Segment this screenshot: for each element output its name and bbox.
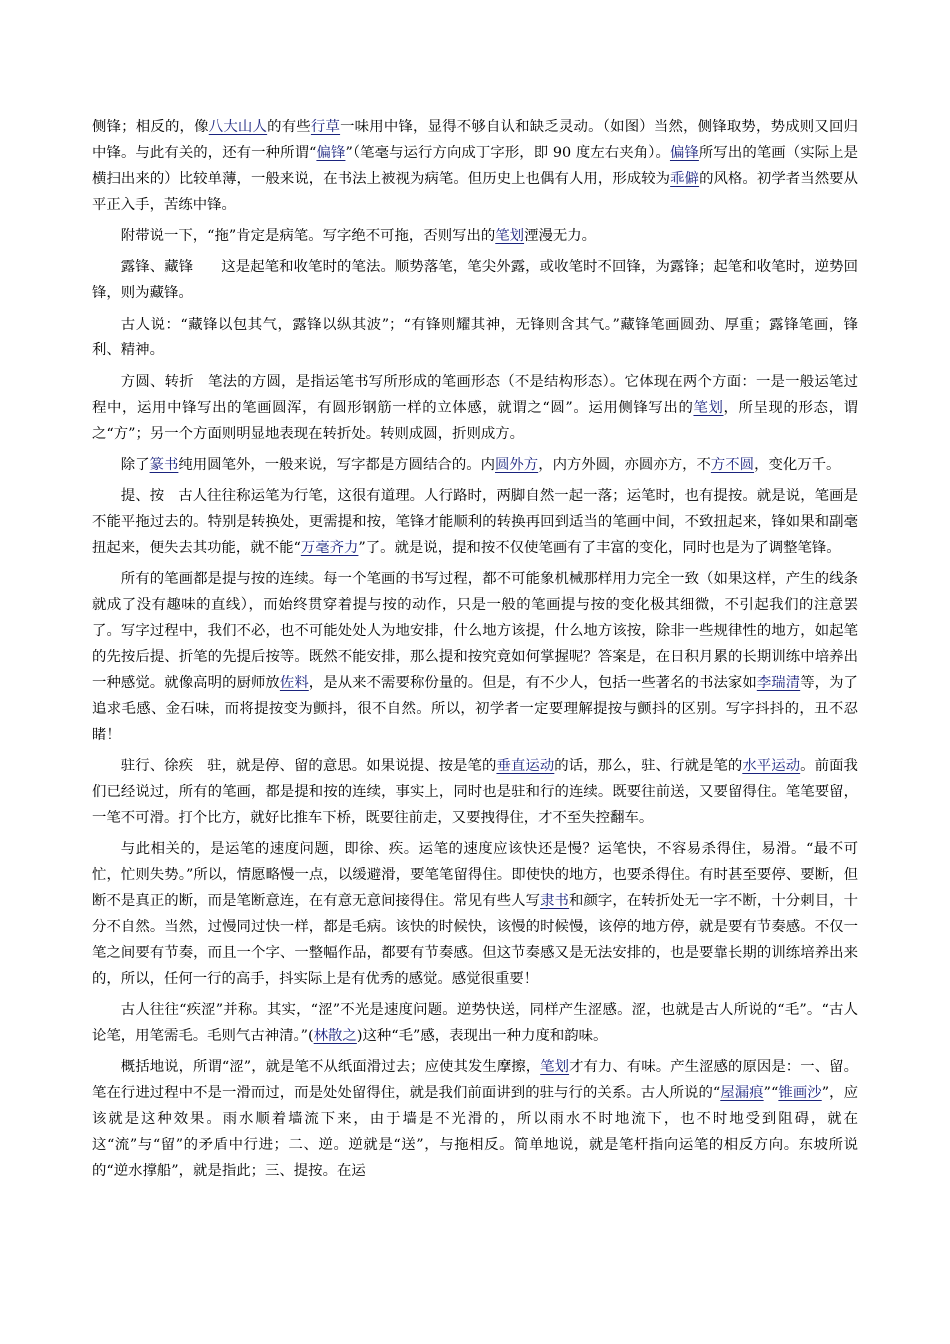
text-run: 湮漫无力。 — [524, 228, 597, 245]
text-run: 露锋、藏锋 — [120, 259, 194, 276]
hyperlink[interactable]: 行草 — [310, 119, 341, 135]
text-run: 概括地说，所谓“涩”，就是笔不从纸面滑过去；应使其发生摩擦， — [120, 1059, 541, 1076]
text-run: 古人说：“藏锋以包其气，露锋以纵其波”；“有锋则耀其神，无锋则含其气。”藏锋笔画圆劲、厚重；露锋笔画，锋利、精神。 — [92, 316, 858, 359]
text-run: 纯用圆笔外，一般来说，写字都是方圆结合的。内 — [178, 456, 495, 473]
paragraph-p1 — [92, 224, 858, 250]
hyperlink[interactable]: 佐料 — [279, 674, 309, 691]
text-run: 所有的笔画都是提与按的连续。每一个笔画的书写过程，都不可能象机械那样用力完全一致（如果这样，产生的线条就成了没有趣味的直线），而始终贯穿着提与按的动作，只是一般的笔画提与按的变化极其细微，不引起我们的注意罢了。写字过程中，我们不必，也不可能处处人为地安排，什么地方该提，什么地方该按，除非一些规律性的地方，如起笔的先按后提、折笔的先提后按等。既然不能安排，那么提和按究竟如何掌握呢？答案是，在日积月累的长期训练中培养出一种感觉。就像高明的厨师放 — [92, 571, 858, 691]
paragraph-p8 — [92, 754, 858, 832]
text-run: 等，为了追求毛感、金石味，而将提按变为颤抖，很不自然。所以，初学者一定要理解提按与颤抖的区别。写字抖抖的，丑不忍睹！ — [92, 674, 858, 743]
text-run: 驻行、徐疾 — [120, 757, 194, 774]
text-run: 提、按 — [120, 488, 165, 505]
text-run: 和颜字，在转折处无一字不断，十分刺目，十分不自然。当然，过慢同过快一样，都是毛病。该快的时候快，该慢的时候慢，该停的地方停，就是要有节奏感。不仅一笔之间要有节奏，而且一个字、一整幅作品，都要有节奏感。但这节奏感又是无法安排的，也是要靠长期的训练培养出来的，所以，任何一行的高手，抖实际上是有优秀的感觉。感觉很重要！ — [92, 892, 858, 987]
paragraph-p11 — [92, 1055, 858, 1185]
hyperlink[interactable]: 屋漏痕 — [720, 1085, 764, 1102]
text-run: 古人往往称运笔为行笔，这很有道理。人行路时，两脚自然一起一落；运笔时，也有提按。就是说，笔画是不能平拖过去的。特别是转换处，更需提和按，笔锋才能顺利的转换再回到适当的笔画中间，不致扭起来，锋如果和副毫扭起来，便失去其功能，就不能“ — [92, 488, 858, 556]
text-run: 附带说一下，“拖”肯定是病笔。写字绝不可拖，否则写出的 — [120, 228, 496, 245]
hyperlink[interactable]: 隶书 — [540, 892, 569, 909]
paragraph-p7 — [92, 567, 858, 748]
text-run: 的话，那么，驻、行就是笔的 — [554, 757, 743, 774]
hyperlink[interactable]: 林散之 — [313, 1027, 357, 1044]
text-run: 驻，就是停、留的意思。如果说提、按是笔的 — [207, 757, 497, 774]
hyperlink[interactable]: 圆外方 — [495, 456, 539, 473]
text-run: 侧锋；相反的，像 — [92, 119, 209, 135]
text-run: 一味用中锋，显得不够自认和缺乏灵动。（如图）当然，侧锋取势，势成则又回归中锋。与此有关的，还有一种所谓“ — [92, 119, 858, 161]
paragraph-p2 — [92, 255, 858, 307]
text-run: ，变化万千。 — [754, 456, 841, 473]
text-run: ，是从来不需要称份量的。但是，有不少人，包括一些著名的书法家如 — [308, 674, 757, 691]
hyperlink[interactable]: 偏锋 — [669, 144, 699, 161]
text-run: ”“ — [763, 1085, 779, 1102]
paragraph-p6 — [92, 484, 858, 562]
text-run: 除了 — [120, 456, 150, 473]
text-run: 才有力、有味。产生涩感的原因是：一、留。笔在行进过程中不是一滑而过，而是处处留得住，就是我们前面讲到的驻与行的关系。古人所说的“ — [92, 1059, 858, 1102]
hyperlink[interactable]: 乖僻 — [670, 170, 700, 187]
paragraph-p3 — [92, 313, 858, 365]
hyperlink[interactable]: 万毫齐力 — [300, 539, 359, 556]
text-run: ”（笔毫与运行方向成丁字形，即 90 度左右夹角）。 — [345, 144, 670, 161]
hyperlink[interactable]: 笔划 — [495, 228, 525, 245]
text-run: 这是起笔和收笔时的笔法。顺势落笔，笔尖外露，或收笔时不回锋，为露锋；起笔和收笔时，逆势回锋，则为藏锋。 — [92, 259, 858, 302]
text-run: ”了。就是说，提和按不仅使笔画有了丰富的变化，同时也是为了调整笔锋。 — [358, 539, 841, 556]
text-run: 笔法的方圆，是指运笔书写所形成的笔画形态（不是结构形态）。它体现在两个方面：一是一般运笔过程中，运用中锋写出的笔画圆浑，有圆形钢筋一样的立体感，就谓之“圆”。运用侧锋写出的 — [92, 373, 858, 416]
paragraph-p10 — [92, 998, 858, 1050]
hyperlink[interactable]: 篆书 — [149, 456, 179, 473]
hyperlink[interactable]: 方不圆 — [710, 456, 755, 473]
paragraph-p5 — [92, 453, 858, 479]
hyperlink[interactable]: 笔划 — [540, 1059, 570, 1076]
paragraph-p0 — [92, 115, 858, 219]
hyperlink[interactable]: 垂直运动 — [496, 757, 555, 774]
text-run: 所写出的笔画（实际上是横扫出来的）比较单薄，一般来说，在书法上被视为病笔。但历史上也偶有人用，形成较为 — [92, 144, 858, 187]
paragraph-p9 — [92, 837, 858, 992]
text-run: 的有些 — [267, 119, 311, 135]
hyperlink[interactable]: 八大山人 — [208, 119, 268, 135]
hyperlink[interactable]: 偏锋 — [316, 144, 346, 161]
hyperlink[interactable]: 水平运动 — [742, 757, 801, 774]
text-run: 与此相关的，是运笔的速度问题，即徐、疾。运笔的速度应该快还是慢？运笔快，不容易杀得住，易滑。“最不可忙，忙则失势。”所以，情愿略慢一点，以缓避滑，要笔笔留得住。即使快的地方，也要杀得住。有时甚至要停、要断，但断不是真正的断，而是笔断意连，在有意无意间接得住。常见有些人写 — [92, 841, 858, 909]
text-run: )这种“毛”感，表现出一种力度和韵味。 — [356, 1027, 608, 1044]
text-run: 的风格。初学者当然要从平正入手，苦练中锋。 — [92, 170, 858, 213]
text-run: 。前面我们已经说过，所有的笔画，都是提和按的连续，事实上，同时也是驻和行的连续。既要往前送，又要留得住。笔笔要留，一笔不可滑。打个比方，就好比推车下桥，既要往前走，又要拽得住，才不至失控翻车。 — [92, 757, 858, 826]
text-run: 方圆、转折 — [120, 373, 194, 390]
text-run: ”，应该就是这种效果。雨水顺着墙流下来，由于墙是不光滑的，所以雨水不时地流下，也不时地受到阻碍，就在这“流”与“留”的矛盾中行进；二、逆。逆就是“送”，与拖相反。简单地说，就是笔杆指向运笔的相反方向。东坡所说的“逆水撑船”，就是指此；三、提按。在运 — [92, 1085, 858, 1179]
text-run: ，内方外圆，亦圆亦方，不 — [538, 456, 711, 473]
text-run: ，所呈现的形态，谓之“方”；另一个方面则明显地表现在转折处。转则成圆，折则成方。 — [92, 399, 858, 442]
hyperlink[interactable]: 李瑞清 — [756, 674, 801, 691]
text-run: 古人往往“疾涩”并称。其实，“涩”不光是速度问题。逆势快送，同样产生涩感。涩，也就是古人所说的“毛”。“古人论笔，用笔需毛。毛则气古神清。”( — [92, 1001, 858, 1044]
hyperlink[interactable]: 笔划 — [693, 399, 724, 416]
paragraph-p4 — [92, 370, 858, 448]
hyperlink[interactable]: 锥画沙 — [778, 1085, 822, 1102]
